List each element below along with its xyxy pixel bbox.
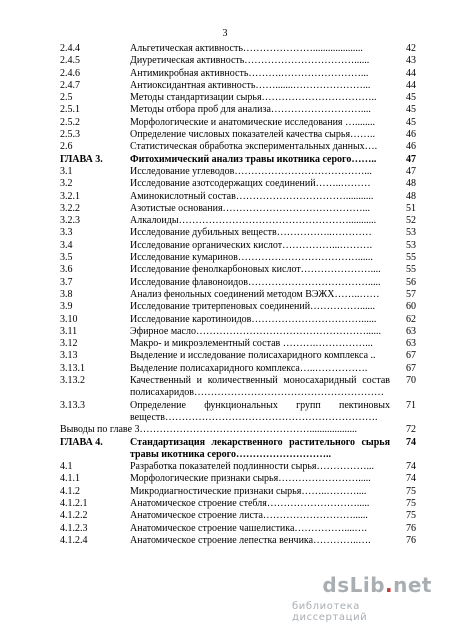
toc-entry	[60, 191, 416, 203]
toc-entry-title: Эфирное масло……………………………………………......	[130, 325, 381, 337]
toc-entry-number: 4.1.2	[60, 485, 80, 497]
toc-entry	[60, 141, 416, 153]
toc-entry	[60, 166, 416, 178]
toc-entry-number: ГЛАВА 4.	[60, 436, 103, 448]
toc-entry	[60, 461, 416, 473]
toc-entry-title: Исследование фенолкарбоновых кислот…………………....	[130, 264, 381, 276]
toc-entry-page: 67	[406, 362, 416, 374]
toc-entry-page: 67	[406, 350, 416, 362]
toc-entry-title: Качественный и количественный моносахаридный состав полисахаридов…………………………………………………	[130, 375, 390, 399]
toc-entry-title: Разработка показателей подлинности сырья……………...	[130, 461, 374, 473]
toc-entry	[60, 473, 416, 485]
toc-entry-title: Исследование каротиноидов……………………………......	[130, 313, 377, 325]
watermark	[292, 571, 432, 627]
toc-entry-title: Исследование азотсодержащих соединений……..………	[130, 178, 371, 190]
toc-entry-title: Диуретическая активность……………………………......	[130, 55, 370, 67]
toc-entry-page: 57	[406, 288, 416, 300]
toc-entry	[60, 486, 416, 498]
toc-entry-number: ГЛАВА 3.	[60, 153, 103, 165]
watermark-logo	[322, 573, 432, 597]
toc-entry-page: 72	[406, 424, 416, 436]
toc-entry	[60, 240, 416, 252]
toc-entry-page: 60	[406, 301, 416, 313]
toc-entry-number: 3.9	[60, 301, 73, 313]
toc-entry-number: 4.1.2.2	[60, 510, 88, 522]
toc-entry-number: 3.5	[60, 252, 73, 264]
toc-entry-title: Антиоксидантная активность…….......…………………...	[130, 79, 371, 91]
toc-entry	[60, 400, 416, 425]
toc-entry	[60, 227, 416, 239]
toc-entry-page: 44	[406, 79, 416, 91]
toc-entry-number: 4.1.2.3	[60, 522, 88, 534]
toc-entry-page: 76	[406, 534, 416, 546]
toc-entry-number: 3.7	[60, 276, 73, 288]
toc-entry-title: Антимикробная активность……….……………………...	[130, 67, 369, 79]
toc-entry-title: Анатомическое строение чашелистика……………....….	[130, 522, 367, 534]
toc-entry-number: 3.13.2	[60, 375, 85, 387]
toc-entry-page: 76	[406, 522, 416, 534]
toc-entry-number: 3.6	[60, 264, 73, 276]
toc-entry	[60, 363, 416, 375]
toc-entry-number: Выводы по главе 3	[60, 424, 140, 436]
toc-entry-title: Исследование флавоноидов……………………………….....	[130, 276, 381, 288]
toc-entry-title: Азотистые основания……………………………………...	[130, 202, 371, 214]
toc-entry-title: Анализ фенольных соединений методом ВЭЖХ……..……	[130, 288, 380, 300]
toc-entry	[60, 252, 416, 264]
toc-entry-number: 4.1	[60, 461, 73, 473]
toc-entry-title: Исследование углеводов…………………………………...	[130, 165, 372, 177]
watermark-brand: dsLib	[322, 573, 386, 597]
toc-entry-page: 51	[406, 202, 416, 214]
toc-entry	[60, 510, 416, 522]
toc-entry	[60, 289, 416, 301]
watermark-dot: .	[385, 573, 394, 597]
toc-entry-number: 3.2	[60, 178, 73, 190]
toc-entry-page: 56	[406, 276, 416, 288]
toc-entry-number: 3.13	[60, 350, 78, 362]
toc-entry	[60, 498, 416, 510]
toc-entry-title: Выделение полисахаридного комплекса…..…………….	[130, 362, 368, 374]
toc-entry-title: Исследование органических кислот……………...……….	[130, 239, 373, 251]
toc-entry-page: 46	[406, 129, 416, 141]
toc-entry-page: 74	[406, 473, 416, 485]
toc-entry-page: 75	[406, 497, 416, 509]
toc-entry-title: Определение числовых показателей качества сырья……..	[130, 129, 376, 141]
toc-entry-title: Макро- и микроэлементный состав ……….……………...	[130, 338, 373, 350]
toc-entry	[60, 129, 416, 141]
toc-entry-page: 47	[406, 153, 416, 165]
toc-entry-page: 52	[406, 215, 416, 227]
toc-entry-title: Микродиагностические признаки сырья……..………....	[130, 485, 367, 497]
toc-entry-title: Альгетическая активность…………………....................	[130, 43, 363, 54]
toc-entry-title: Анатомическое строение листа………………………......	[130, 510, 368, 522]
toc-entry-number: 3.4	[60, 239, 73, 251]
toc-entry	[60, 43, 416, 55]
watermark-subtitle: библиотека диссертаций	[292, 601, 368, 623]
toc-entry-number: 3.3	[60, 227, 73, 239]
toc-entry-page: 46	[406, 141, 416, 153]
toc-entry-page: 45	[406, 116, 416, 128]
toc-entry-number: 2.4.5	[60, 55, 80, 67]
toc-entry	[60, 424, 416, 436]
toc-entry-title: Алкалоиды……………………………………………...........	[130, 215, 377, 227]
toc-entry-number: 4.1.2.1	[60, 497, 88, 509]
toc-entry-number: 3.13.3	[60, 399, 85, 411]
toc-entry	[60, 55, 416, 67]
toc-entry-title: Анатомическое строение стебля……………………….....	[130, 497, 370, 509]
toc-entry-page: 53	[406, 227, 416, 239]
toc-entry	[60, 68, 416, 80]
toc-entry	[60, 264, 416, 276]
toc-entry-page: 63	[406, 325, 416, 337]
toc-entry-title: Определение функциональных групп пектиновых веществ……………………………………………………….	[130, 399, 390, 423]
toc-entry	[60, 80, 416, 92]
toc-entry	[60, 178, 416, 190]
toc-entry	[60, 154, 416, 166]
toc-entry-title: Выделение и исследование полисахаридного комплекса ..	[130, 350, 376, 362]
toc-entry	[60, 104, 416, 116]
toc-entry-title: Морфологические и анатомические исследования …........	[130, 116, 376, 128]
toc-entry	[60, 350, 416, 362]
toc-entry-page: 48	[406, 178, 416, 190]
toc-entry-page: 74	[406, 436, 416, 448]
toc-entry	[60, 535, 416, 547]
toc-entry	[60, 277, 416, 289]
toc-entry-number: 3.10	[60, 313, 78, 325]
toc-entry-title: Методы отбора проб для анализа………………………....	[130, 104, 371, 116]
toc-entry-number: 4.1.1	[60, 473, 80, 485]
toc-entry-title: Исследование дубильных веществ……………..…………	[130, 227, 372, 239]
toc-entry-number: 3.1	[60, 165, 73, 177]
toc-entry-page: 47	[406, 165, 416, 177]
toc-entry	[60, 215, 416, 227]
toc-entry-number: 2.4.6	[60, 67, 80, 79]
toc-entry-page: 75	[406, 510, 416, 522]
toc-entry-number: 2.4.7	[60, 79, 80, 91]
toc-entry-number: 3.2.1	[60, 190, 80, 202]
toc-entry-number: 3.8	[60, 288, 73, 300]
toc-entry-page: 43	[406, 55, 416, 67]
toc-entry-number: 4.1.2.4	[60, 534, 88, 546]
toc-entry-number: 3.13.1	[60, 362, 85, 374]
toc-entry-title: Методы стандартизации сырья……………………………..	[130, 92, 377, 104]
toc-entry-title: Фитохимический анализ травы икотника серого……..	[130, 153, 377, 165]
toc-entry-page: 63	[406, 338, 416, 350]
toc-entry-page: 74	[406, 461, 416, 473]
toc-entry-page: 55	[406, 252, 416, 264]
watermark-tld: net	[393, 573, 432, 597]
toc-entry-page: 42	[406, 43, 416, 54]
toc-entry-page: 53	[406, 239, 416, 251]
page-number: 3	[222, 28, 228, 39]
toc-entry-page: 62	[406, 313, 416, 325]
toc-entry	[60, 338, 416, 350]
toc-entry-page: 70	[406, 375, 416, 387]
toc-entry-page: 71	[406, 399, 416, 411]
toc-entry-page: 48	[406, 190, 416, 202]
toc-entry	[60, 437, 416, 462]
toc-entry-title: Аминокислотный состав……………………………...........	[130, 190, 374, 202]
toc-entry	[60, 203, 416, 215]
toc-entry-leader: ……………………………………………...................	[139, 424, 358, 436]
toc-entry	[60, 314, 416, 326]
toc-entry-page: 55	[406, 264, 416, 276]
toc-entry-title: Исследование тритерпеновых соединений……………......	[130, 301, 376, 313]
toc-entry	[60, 375, 416, 400]
toc-entry-number: 2.6	[60, 141, 73, 153]
toc-entry-title: Анатомическое строение лепестка венчика…………..….	[130, 534, 371, 546]
toc-entry	[60, 301, 416, 313]
toc-entry-page: 45	[406, 92, 416, 104]
toc-entry-title	[60, 424, 396, 436]
toc-entry-number: 3.12	[60, 338, 78, 350]
toc-entry	[60, 117, 416, 129]
toc-entry	[60, 523, 416, 535]
toc-entry-title: Исследование кумаринов………………………………......	[130, 252, 373, 264]
toc-entry-number: 2.5.3	[60, 129, 80, 141]
toc-entry-number: 3.11	[60, 325, 78, 337]
toc-entry-number: 2.4.4	[60, 43, 80, 54]
toc-entry-page: 45	[406, 104, 416, 116]
toc-entry-number: 3.2.2	[60, 202, 80, 214]
toc-entry-page: 75	[406, 485, 416, 497]
toc-entry-page: 44	[406, 67, 416, 79]
toc-entry-number: 2.5.1	[60, 104, 80, 116]
toc-entry	[60, 326, 416, 338]
toc-entry-number: 3.2.3	[60, 215, 80, 227]
toc-entry	[60, 92, 416, 104]
toc-entry-number: 2.5	[60, 92, 73, 104]
toc-entry-title: Морфологические признаки сырья…………………….....	[130, 473, 371, 485]
toc-entry-title: Стандартизация лекарственного растительного сырья травы икотника серого………………………..	[130, 436, 390, 460]
table-of-contents	[60, 43, 416, 547]
toc-entry-title: Статистическая обработка экспериментальных данных….	[130, 141, 378, 153]
toc-entry-number: 2.5.2	[60, 116, 80, 128]
